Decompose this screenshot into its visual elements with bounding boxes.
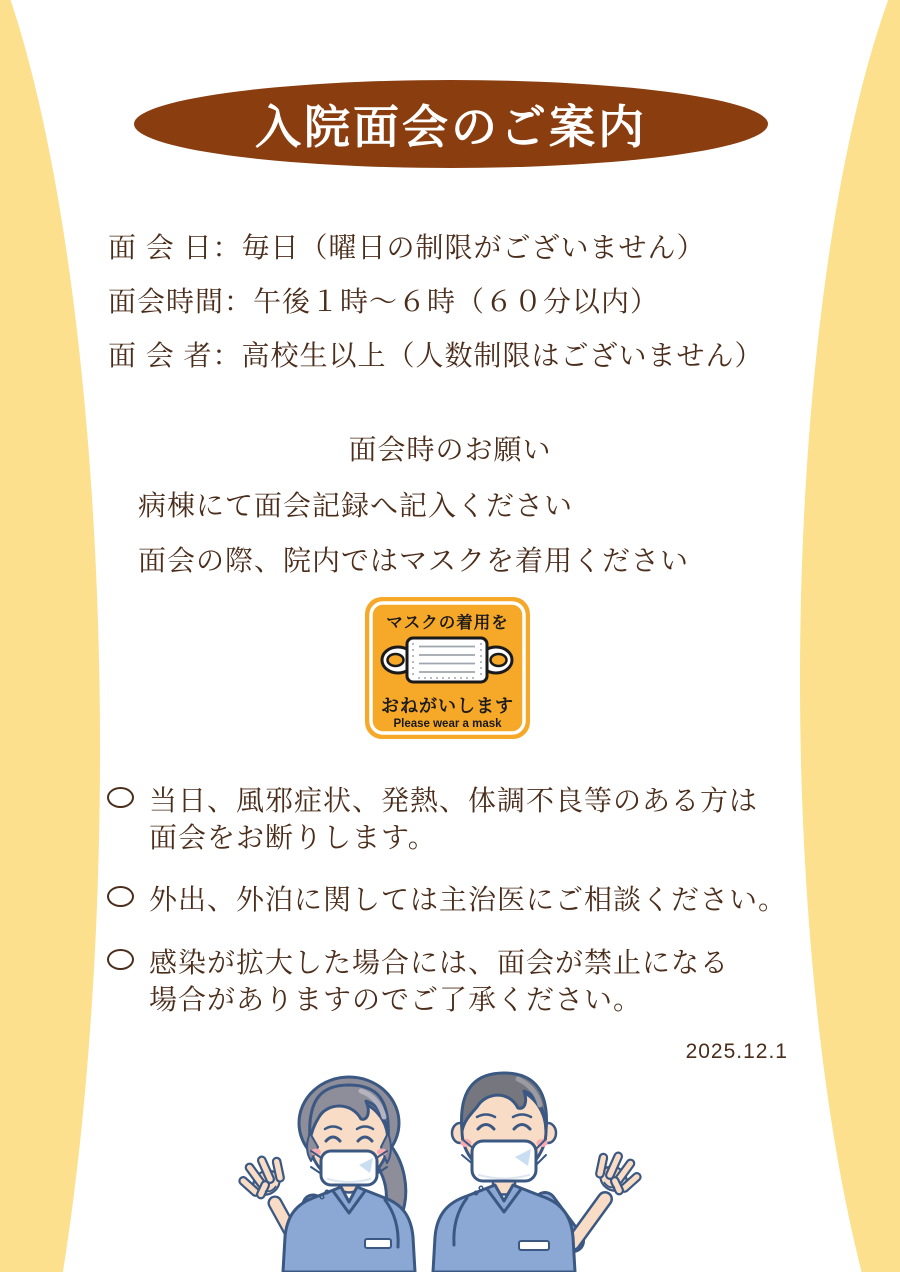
waving-hand-icon [233, 1148, 294, 1205]
effective-date: 2025.12.1 [685, 1040, 788, 1063]
notice-item-outing [107, 881, 787, 918]
sign-text-top: マスクの着用を [386, 614, 509, 632]
title-banner [134, 80, 768, 168]
request-item-mask: 面会の際、院内ではマスクを着用ください [138, 545, 690, 576]
circle-bullet-icon [107, 787, 134, 808]
request-heading: 面会時のお願い [348, 434, 552, 465]
notice-line: 面会をお断りします。 [149, 822, 437, 853]
notice-line: 場合がありますのでご了承ください。 [149, 984, 643, 1015]
male-staff-figure [433, 1073, 647, 1272]
notice-line: 当日、風邪症状、発熱、体調不良等のある方は [149, 785, 759, 816]
visiting-info-section [108, 226, 764, 388]
waving-hand-icon [586, 1144, 647, 1201]
visiting-day-line: 面 会 日：毎日（曜日の制限がございません） [108, 232, 706, 263]
sign-text-bottom: おねがいします [381, 696, 514, 716]
female-staff-figure [233, 1077, 415, 1272]
notice-line: 外出、外泊に関しては主治医にご相談ください。 [149, 884, 788, 915]
notice-line: 感染が拡大した場合には、面会が禁止になる [149, 947, 730, 978]
visiting-hours-line: 面会時間：午後１時～６時（６０分以内） [108, 286, 660, 317]
right-yellow-panel [800, 0, 900, 1272]
left-yellow-panel [0, 0, 100, 1272]
notice-item-illness [107, 782, 758, 856]
circle-bullet-icon [107, 886, 134, 907]
visitors-line: 面 会 者：高校生以上（人数制限はございません） [108, 340, 764, 371]
circle-bullet-icon [107, 949, 134, 970]
medical-staff-illustration [215, 1035, 685, 1272]
sign-text-english: Please wear a mask [393, 718, 502, 730]
request-item-record: 病棟にて面会記録へ記入ください [138, 490, 574, 521]
page-title: 入院面会のご案内 [255, 101, 647, 153]
mask-request-sign [365, 597, 530, 739]
notice-item-infection [107, 944, 729, 1018]
